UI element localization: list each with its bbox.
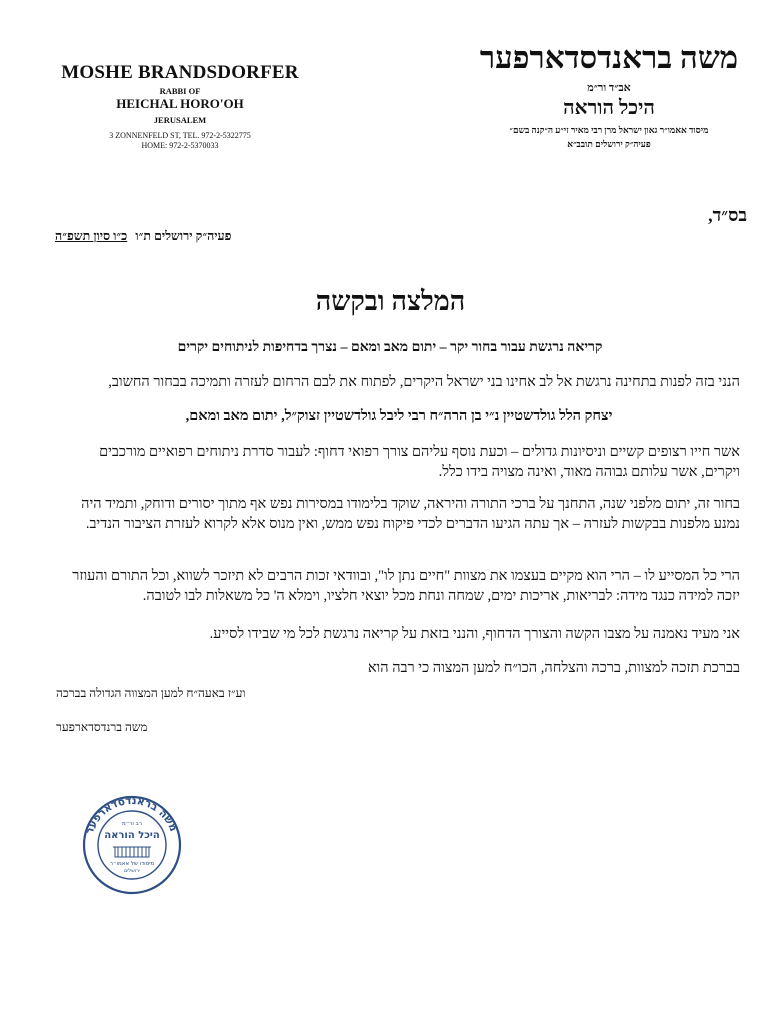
rabbinic-stamp	[82, 795, 182, 895]
stamp-bottom-text: מיסודו של אאמו״ר	[109, 861, 155, 867]
english-letterhead	[52, 62, 308, 151]
paragraph-testimony: אני מעיד נאמנה על מצבו הקשה והצורך הדחוף, והנני בזאת על קריאה נרגשת לכל מי שבידו לסייע.	[209, 626, 740, 642]
date-prefix: פעיה״ק ירושלים ת״ו	[135, 229, 232, 243]
stamp-small-text: רב ור״מ	[122, 821, 142, 827]
hebrew-name: משה בראנדסדארפער	[479, 40, 739, 75]
document-title: המלצה ובקשה	[315, 286, 466, 316]
hebrew-date: כ״ו סיון תשפ״ה	[55, 229, 128, 243]
paragraph-closing-blessing: בברכת תזכה למצוות, ברכה והצלחה, הכו״ח למען המצוה כי רבה הוא	[367, 660, 740, 676]
closing-line: וע״ז באעה״ח למען המצווה הגדולה בברכה	[56, 686, 246, 700]
document-subtitle: קריאה נרגשת עבור בחור יקר – יתום מאב ומאם – נצרך בדחיפות לניתוחים יקרים	[177, 340, 603, 355]
stamp-outer-text: משה בראנדסדארפער	[83, 795, 180, 836]
hebrew-city: פעיה״ק ירושלים תובב״א	[567, 139, 651, 149]
english-home-phone: HOME: 972-2-5370033	[141, 141, 219, 150]
english-institution: HEICHAL HORO'OH	[116, 96, 244, 111]
hebrew-institution: היכל הוראה	[563, 97, 655, 119]
stamp-city-text: ירושלים	[123, 868, 141, 874]
paragraph-intro: הנני בזה לפנות בתחינה נרגשת אל לב אחינו בני ישראל היקרים, לפתוח את לבם הרחום לעזרה ותמיכה בבחור החשוב,	[108, 374, 740, 390]
bsd-mark: בס״ד,	[708, 205, 747, 225]
english-address: 3 ZONNENFELD ST, TEL. 972-2-5322775	[109, 131, 251, 140]
hebrew-founder-line: מיסוד אאמו״ר גאון ישראל מרן רבי מאיר זי״ע ה״קנה בשם״	[509, 125, 709, 135]
paragraph-medical-need: אשר חייו רצופים קשיים וניסיונות גדולים – וכעת נוסף עליהם צורך רפואי דחוף: לעבור סדרת ניתוחים רפואיים מורכבים ויקרים, אשר עלותם גבוהה מאוד, ואינה מצויה בידו כלל.	[99, 444, 740, 480]
signature-name: משה ברנדסדארפער	[56, 720, 148, 734]
english-rabbi-of: RABBI OF	[159, 86, 201, 96]
date-line	[55, 229, 231, 244]
paragraph-name-line: יצחק הלל גולדשטיין נ״י בן הרה״ח רבי ליבל גולדשטיין זצוק״ל, יתום מאב ומאם,	[185, 408, 613, 424]
paragraph-blessing: הרי כל המסייע לו – הרי הוא מקיים בעצמו את מצוות "חיים נתן לו", ובוודאי זכות הרבים לא תיזכר לשווא, וכל התורם והעוזר יזכה למידה כנגד מידה: לבריאות, אריכות ימים, שמחה ונחת מכל יוצאי חלציו, וימלא ה' כל משאלות לבו לטובה.	[72, 568, 740, 604]
hebrew-title: אב״ד ור״מ	[587, 82, 631, 94]
english-name: MOSHE BRANDSDORFER	[61, 62, 299, 83]
paragraph-background: בחור זה, יתום מלפני שנה, התחנך על ברכי התורה והיראה, שוקד בלימודו במסירות נפש אף מתוך יסורים ודוחק, ותמיד היה נמנע מלפנות בבקשות לעזרה – אך עתה הגיעו הדברים לכדי פיקוח נפש ממש, ואין מנוס אלא לקרוא לעזרת הציבור הנדיב.	[81, 496, 740, 532]
english-city: JERUSALEM	[153, 115, 207, 125]
hebrew-letterhead	[478, 40, 740, 149]
stamp-building-icon	[113, 847, 151, 857]
stamp-title: היכל הוראה	[104, 830, 160, 841]
